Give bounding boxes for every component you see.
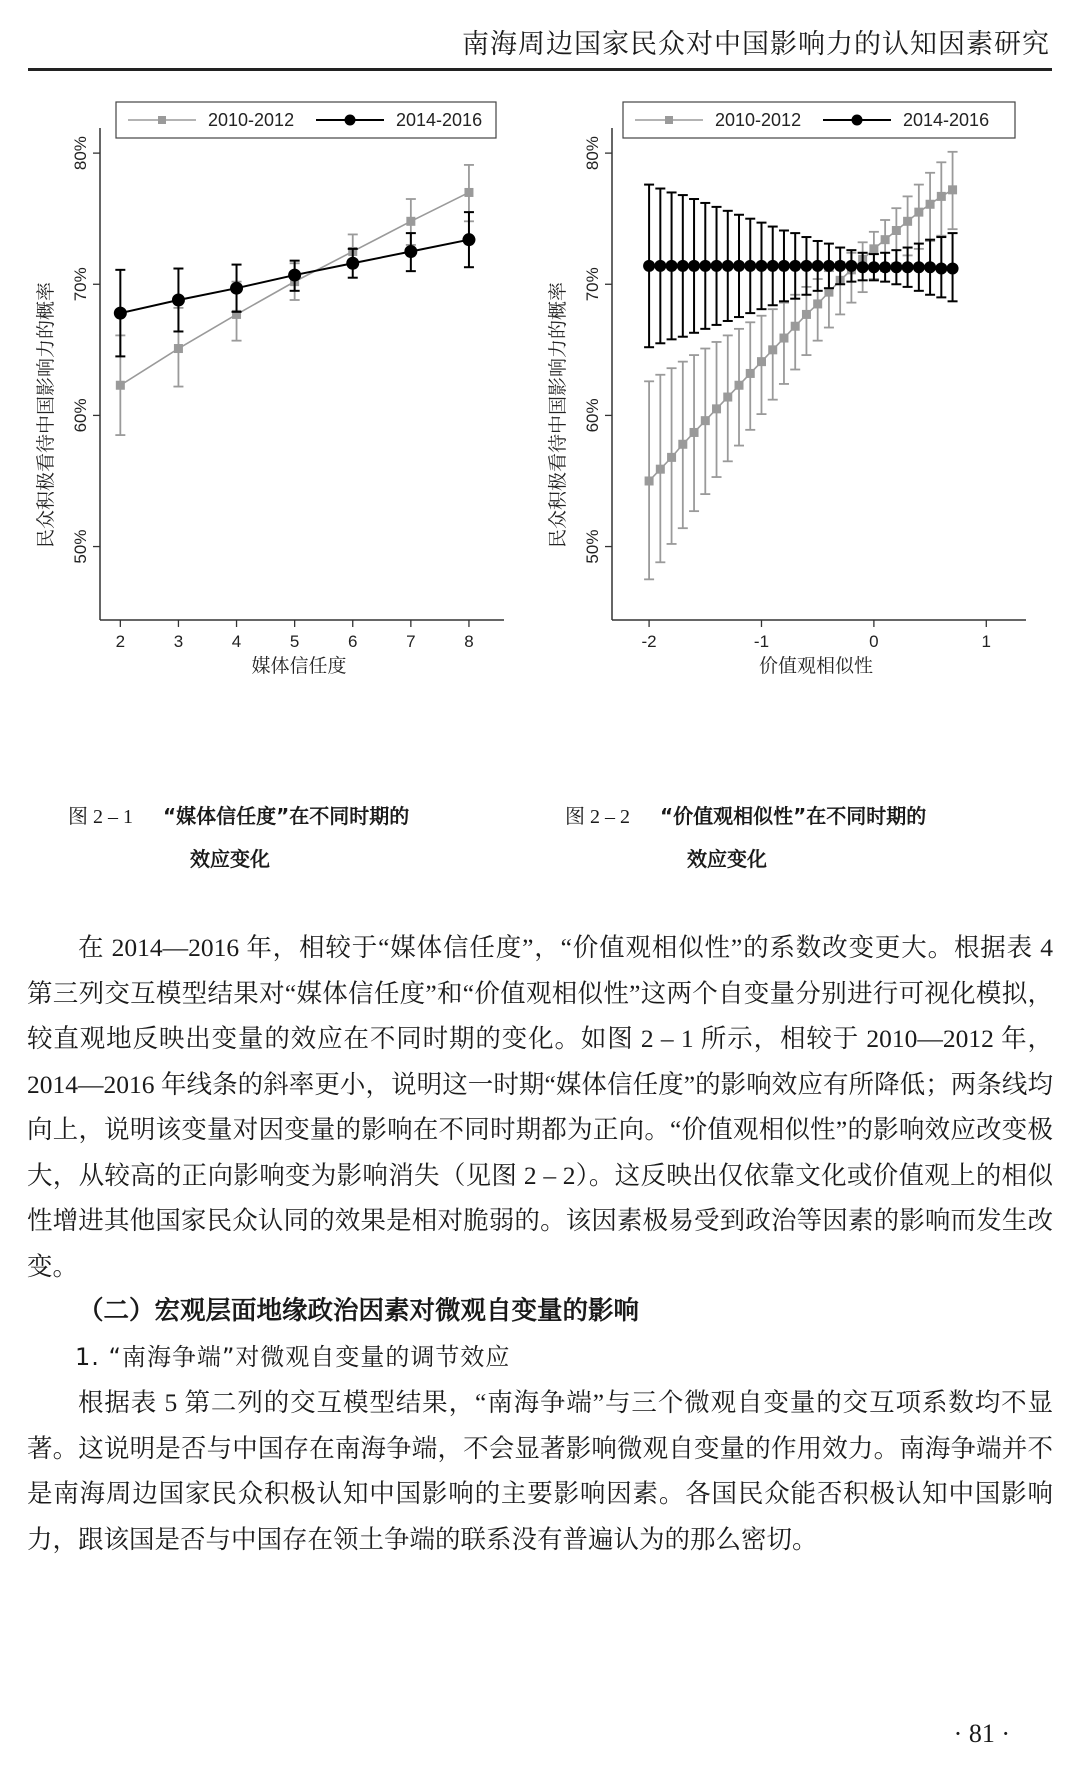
y-axis-title: 民众积极看待中国影响力的概率 (35, 281, 57, 549)
y-tick-label: 70% (583, 267, 602, 302)
data-point-circle (711, 260, 723, 272)
data-point-circle (288, 269, 301, 282)
data-point-square (735, 381, 744, 390)
caption-figure-2-2 (565, 795, 926, 880)
y-tick-label: 50% (71, 529, 90, 564)
data-point-circle (688, 260, 700, 272)
data-point-square (757, 357, 766, 366)
caption-number: 图 2 – 2 (565, 806, 630, 828)
data-point-square (701, 416, 710, 425)
y-tick-label: 50% (583, 529, 602, 564)
legend-label: 2010-2012 (208, 110, 295, 130)
data-point-circle (800, 260, 812, 272)
data-point-circle (947, 263, 959, 275)
data-point-square (656, 465, 665, 474)
data-point-circle (823, 260, 835, 272)
caption-line1: “媒体信任度”在不同时期的 (163, 804, 410, 828)
data-point-square (690, 428, 699, 437)
data-point-circle (114, 307, 127, 320)
data-point-circle (346, 257, 359, 270)
data-point-circle (812, 260, 824, 272)
data-point-circle (902, 261, 914, 273)
data-point-square (937, 192, 946, 201)
x-tick-label: 5 (289, 632, 300, 651)
data-point-circle (868, 261, 880, 273)
chart-media-trust (28, 100, 528, 690)
data-point-circle (677, 260, 689, 272)
data-point-circle (654, 260, 666, 272)
data-point-circle (462, 233, 475, 246)
data-point-circle (699, 260, 711, 272)
data-point-square (768, 345, 777, 354)
x-axis-title: 价值观相似性 (758, 655, 874, 677)
legend-label: 2014-2016 (396, 110, 483, 130)
data-point-square (116, 381, 125, 390)
y-axis-title: 民众积极看待中国影响力的概率 (547, 281, 569, 549)
data-point-circle (172, 294, 185, 307)
data-point-square (869, 244, 878, 253)
y-tick-label: 70% (71, 267, 90, 302)
data-point-circle (845, 260, 857, 272)
x-tick-label: 4 (231, 632, 242, 651)
data-point-square (926, 200, 935, 209)
body-text (27, 925, 1053, 1562)
data-point-square (903, 217, 912, 226)
legend-marker-circle (345, 115, 356, 126)
data-point-square (667, 453, 676, 462)
x-tick-label: 1 (981, 632, 992, 651)
figure-2-1 (28, 100, 528, 690)
x-tick-label: 7 (406, 632, 416, 651)
running-head: 南海周边国家民众对中国影响力的认知因素研究 (462, 29, 1050, 60)
data-point-circle (755, 260, 767, 272)
caption-number: 图 2 – 1 (68, 806, 133, 828)
paragraph: 根据表 5 第二列的交互模型结果，“南海争端”与三个微观自变量的交互项系数均不显著。这说明是否与中国存在南海争端，不会显著影响微观自变量的作用效力。南海争端并不是南海周边国家民众积极认知中国影响的主要影响因素。各国民众能否积极认知中国影响力，跟该国是否与中国存在领土争端的联系没有普遍认为的那么密切。 (27, 1388, 1053, 1554)
y-tick-label: 60% (71, 398, 90, 433)
figure-2-2 (535, 100, 1055, 690)
subsection-heading: 1. “南海争端”对微观自变量的调节效应 (75, 1342, 511, 1371)
data-point-circle (404, 245, 417, 258)
x-tick-label: 0 (869, 632, 879, 651)
legend-label: 2010-2012 (715, 110, 802, 130)
data-point-square (813, 299, 822, 308)
header-rule (28, 68, 1052, 71)
data-point-square (791, 322, 800, 331)
data-point-circle (767, 260, 779, 272)
section-heading: （二）宏观层面地缘政治因素对微观自变量的影响 (78, 1296, 640, 1326)
page-number: · 81 · (953, 1719, 1010, 1748)
x-tick-label: 6 (348, 632, 358, 651)
data-point-square (678, 440, 687, 449)
x-tick-label: 8 (464, 632, 474, 651)
x-axis-title: 媒体信任度 (251, 655, 347, 677)
legend-marker-circle (852, 115, 863, 126)
data-point-circle (890, 261, 902, 273)
data-point-square (802, 310, 811, 319)
data-point-square (948, 185, 957, 194)
data-point-circle (913, 261, 925, 273)
caption-line1: “价值观相似性”在不同时期的 (660, 804, 927, 828)
legend-marker-square (158, 116, 166, 124)
data-point-square (723, 393, 732, 402)
data-point-square (779, 334, 788, 343)
data-point-square (645, 476, 654, 485)
y-tick-label: 80% (583, 136, 602, 171)
legend-marker-square (665, 116, 673, 124)
data-point-circle (924, 261, 936, 273)
chart-value-similarity (535, 100, 1055, 690)
data-point-circle (643, 260, 655, 272)
data-point-square (174, 344, 183, 353)
data-point-circle (778, 260, 790, 272)
data-point-circle (744, 260, 756, 272)
data-point-square (892, 226, 901, 235)
legend-label: 2014-2016 (903, 110, 990, 130)
data-point-square (712, 404, 721, 413)
data-point-square (914, 208, 923, 217)
data-point-circle (733, 260, 745, 272)
caption-line2: 效应变化 (687, 847, 767, 871)
data-point-circle (789, 260, 801, 272)
x-tick-label: 3 (173, 632, 184, 651)
caption-figure-2-1 (68, 795, 409, 880)
y-tick-label: 80% (71, 136, 90, 171)
y-tick-label: 60% (583, 398, 602, 433)
data-point-circle (935, 263, 947, 275)
x-tick-label: 2 (115, 632, 126, 651)
x-tick-label: -1 (753, 632, 770, 651)
data-point-square (464, 188, 473, 197)
data-point-square (881, 235, 890, 244)
data-point-square (746, 369, 755, 378)
paragraph: 在 2014—2016 年，相较于“媒体信任度”，“价值观相似性”的系数改变更大。根据表 4 第三列交互模型结果对“媒体信任度”和“价值观相似性”这两个自变量分别进行可视化模拟，较直观地反映出变量的效应在不同时期的变化。如图 2 – 1 所示，相较于 2010—2012 年，2014—2016 年线条的斜率更小，说明这一时期“媒体信任度”的影响效应有所降低；两条线均向上，说明该变量对因变量的影响在不同时期都为正向。“价值观相似性”的影响效应改变极大，从较高的正向影响变为影响消失（见图 2 – 2）。这反映出仅依靠文化或价值观上的相似性增进其他国家民众认同的效果是相对脆弱的。该因素极易受到政治等因素的影响而发生改变。 (27, 933, 1053, 1281)
data-point-circle (666, 260, 678, 272)
data-point-circle (834, 260, 846, 272)
data-point-circle (230, 282, 243, 295)
x-tick-label: -2 (641, 632, 657, 651)
data-point-circle (722, 260, 734, 272)
data-point-square (406, 217, 415, 226)
data-point-circle (879, 261, 891, 273)
data-point-circle (857, 261, 869, 273)
caption-line2: 效应变化 (190, 847, 270, 871)
